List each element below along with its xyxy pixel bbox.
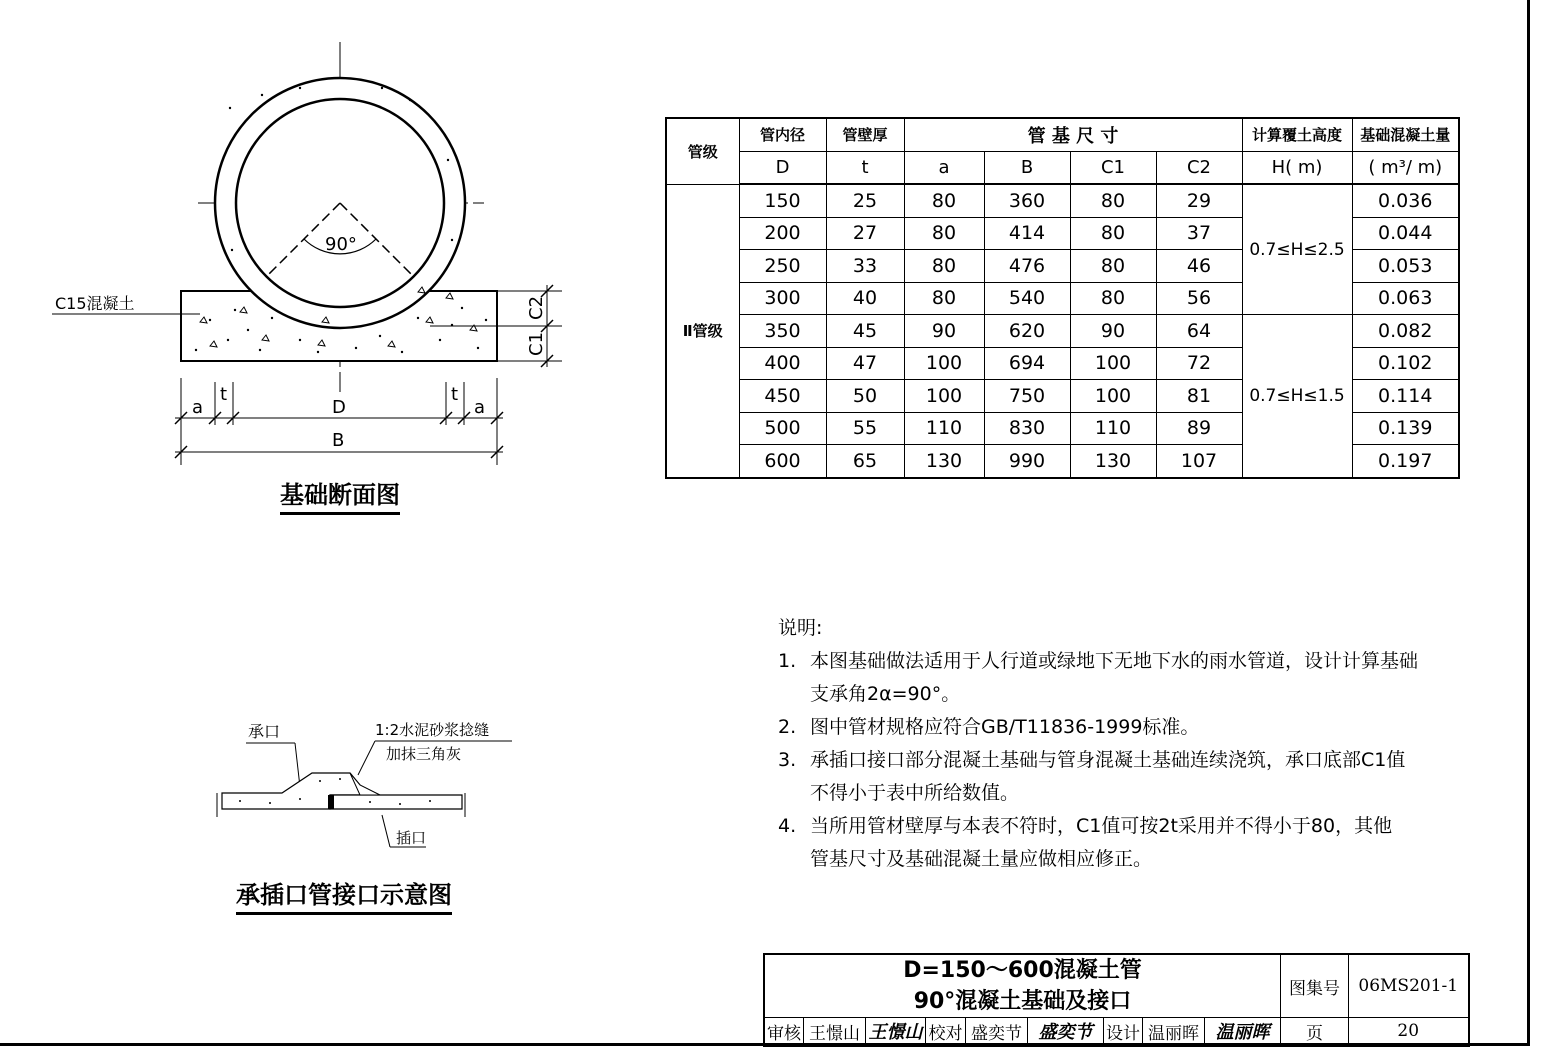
table-row xyxy=(666,315,1459,348)
cell-c1: 130 xyxy=(1070,445,1156,478)
header-cover: 计算覆土高度 xyxy=(1242,118,1352,151)
joint-title: 承插口管接口示意图 xyxy=(236,880,452,915)
header-grade: 管级 xyxy=(666,118,739,184)
cell-a: 80 xyxy=(904,184,984,217)
header-a: a xyxy=(904,151,984,184)
cell-t: 55 xyxy=(826,412,904,445)
design-name: 温丽晖 xyxy=(1143,1018,1205,1046)
cell-c2: 56 xyxy=(1156,282,1242,315)
cell-a: 100 xyxy=(904,380,984,413)
note-text-cont: 支承角2α=90°。 xyxy=(810,683,961,705)
cell-c2: 72 xyxy=(1156,347,1242,380)
grade-cell: Ⅱ管级 xyxy=(666,184,739,478)
header-volume: 基础混凝土量 xyxy=(1352,118,1459,151)
dim-t-right: t xyxy=(451,384,459,405)
cell-d: 300 xyxy=(739,282,826,315)
cell-volume: 0.044 xyxy=(1352,217,1459,250)
cell-d: 150 xyxy=(739,184,826,217)
note-item xyxy=(778,711,1418,744)
header-cover-unit: H( m) xyxy=(1242,151,1352,184)
dimension-table xyxy=(665,117,1460,479)
design-label: 设计 xyxy=(1104,1018,1143,1046)
dim-d-label: D xyxy=(332,397,346,418)
cell-t: 40 xyxy=(826,282,904,315)
cell-c2: 89 xyxy=(1156,412,1242,445)
cell-c1: 80 xyxy=(1070,282,1156,315)
cell-d: 500 xyxy=(739,412,826,445)
c15-label: C15混凝土 xyxy=(55,294,135,313)
review-signature: 王憬山 xyxy=(866,1018,926,1046)
cell-d: 400 xyxy=(739,347,826,380)
cell-c2: 81 xyxy=(1156,380,1242,413)
cell-volume: 0.053 xyxy=(1352,250,1459,283)
note-item xyxy=(778,744,1418,777)
dim-b-label: B xyxy=(332,430,345,451)
cell-volume: 0.197 xyxy=(1352,445,1459,478)
cell-t: 27 xyxy=(826,217,904,250)
notes-heading: 说明: xyxy=(778,617,823,639)
notes-block xyxy=(778,612,1418,876)
h-range-1: 0.7≤H≤2.5 xyxy=(1242,184,1352,315)
foundation-section-drawing xyxy=(0,0,620,480)
cell-c2: 37 xyxy=(1156,217,1242,250)
cell-c1: 100 xyxy=(1070,380,1156,413)
cell-c1: 110 xyxy=(1070,412,1156,445)
header-wall: 管壁厚 xyxy=(826,118,904,151)
dim-c1-label: C1 xyxy=(526,331,547,356)
cell-d: 600 xyxy=(739,445,826,478)
angle-label: 90° xyxy=(325,234,357,255)
note-item xyxy=(778,810,1418,843)
cell-a: 80 xyxy=(904,250,984,283)
dim-t-left: t xyxy=(220,384,228,405)
cell-volume: 0.102 xyxy=(1352,347,1459,380)
page-number: 20 xyxy=(1349,1018,1469,1046)
triangle-label: 加抹三角灰 xyxy=(386,745,462,763)
header-b: B xyxy=(984,151,1070,184)
drawing-title-line1: D=150～600混凝土管 xyxy=(903,958,1142,983)
dim-c2-label: C2 xyxy=(526,295,547,320)
cell-b: 694 xyxy=(984,347,1070,380)
h-range-2: 0.7≤H≤1.5 xyxy=(1242,315,1352,478)
joint-drawing xyxy=(200,715,530,865)
header-inner-d-sym: D xyxy=(739,151,826,184)
review-name: 王憬山 xyxy=(804,1018,866,1046)
cell-d: 250 xyxy=(739,250,826,283)
cell-volume: 0.063 xyxy=(1352,282,1459,315)
header-base-dims: 管 基 尺 寸 xyxy=(904,118,1242,151)
check-name: 盛奕节 xyxy=(966,1018,1028,1046)
drawing-frame-right xyxy=(1527,0,1530,1044)
spigot-pipe xyxy=(330,795,462,809)
note-number: 3. xyxy=(778,749,797,771)
cell-c2: 29 xyxy=(1156,184,1242,217)
cell-a: 130 xyxy=(904,445,984,478)
cell-t: 47 xyxy=(826,347,904,380)
cell-b: 830 xyxy=(984,412,1070,445)
drawing-title xyxy=(764,954,1281,1018)
cell-d: 200 xyxy=(739,217,826,250)
cell-volume: 0.082 xyxy=(1352,315,1459,348)
cell-a: 100 xyxy=(904,347,984,380)
cell-a: 80 xyxy=(904,217,984,250)
note-number: 1. xyxy=(778,650,797,672)
check-signature: 盛奕节 xyxy=(1028,1018,1104,1046)
design-signature: 温丽晖 xyxy=(1205,1018,1281,1046)
review-label: 审核 xyxy=(764,1018,804,1046)
cell-b: 990 xyxy=(984,445,1070,478)
cell-volume: 0.114 xyxy=(1352,380,1459,413)
spigot-label: 插口 xyxy=(396,829,427,847)
cell-t: 65 xyxy=(826,445,904,478)
cell-d: 350 xyxy=(739,315,826,348)
cell-c2: 107 xyxy=(1156,445,1242,478)
atlas-label: 图集号 xyxy=(1281,954,1349,1018)
cell-t: 25 xyxy=(826,184,904,217)
header-c2: C2 xyxy=(1156,151,1242,184)
section-title: 基础断面图 xyxy=(280,480,400,515)
cell-d: 450 xyxy=(739,380,826,413)
cell-a: 80 xyxy=(904,282,984,315)
cell-a: 90 xyxy=(904,315,984,348)
note-text: 本图基础做法适用于人行道或绿地下无地下水的雨水管道，设计计算基础 xyxy=(810,650,1419,672)
cell-c1: 80 xyxy=(1070,250,1156,283)
dim-a-left: a xyxy=(192,397,204,418)
cell-c1: 80 xyxy=(1070,217,1156,250)
cell-t: 50 xyxy=(826,380,904,413)
cell-volume: 0.139 xyxy=(1352,412,1459,445)
note-number: 4. xyxy=(778,815,797,837)
cell-c1: 80 xyxy=(1070,184,1156,217)
page-label: 页 xyxy=(1281,1018,1349,1046)
cell-c1: 90 xyxy=(1070,315,1156,348)
dim-a-right: a xyxy=(474,397,486,418)
note-text: 承插口接口部分混凝土基础与管身混凝土基础连续浇筑，承口底部C1值 xyxy=(810,749,1406,771)
note-text-cont: 不得小于表中所给数值。 xyxy=(810,782,1020,804)
cell-volume: 0.036 xyxy=(1352,184,1459,217)
cell-t: 33 xyxy=(826,250,904,283)
note-number: 2. xyxy=(778,716,797,738)
cell-b: 540 xyxy=(984,282,1070,315)
cell-b: 360 xyxy=(984,184,1070,217)
atlas-number: 06MS201-1 xyxy=(1349,954,1469,1018)
cell-c2: 64 xyxy=(1156,315,1242,348)
cell-b: 414 xyxy=(984,217,1070,250)
header-volume-unit: ( m³/ m) xyxy=(1352,151,1459,184)
note-text: 图中管材规格应符合GB/T11836-1999标准。 xyxy=(810,716,1200,738)
header-wall-sym: t xyxy=(826,151,904,184)
cell-b: 476 xyxy=(984,250,1070,283)
cell-a: 110 xyxy=(904,412,984,445)
check-label: 校对 xyxy=(926,1018,966,1046)
cell-b: 620 xyxy=(984,315,1070,348)
note-text-cont: 管基尺寸及基础混凝土量应做相应修正。 xyxy=(810,848,1153,870)
cell-c2: 46 xyxy=(1156,250,1242,283)
drawing-title-line2: 90°混凝土基础及接口 xyxy=(913,989,1132,1014)
bell-label: 承口 xyxy=(248,722,281,741)
title-block xyxy=(763,953,1470,1047)
joint-gap xyxy=(328,795,334,809)
header-inner-d: 管内径 xyxy=(739,118,826,151)
mortar-label: 1:2水泥砂浆捻缝 xyxy=(375,721,490,739)
note-text: 当所用管材壁厚与本表不符时，C1值可按2t采用并不得小于80，其他 xyxy=(810,815,1393,837)
header-c1: C1 xyxy=(1070,151,1156,184)
cell-c1: 100 xyxy=(1070,347,1156,380)
cell-b: 750 xyxy=(984,380,1070,413)
cell-t: 45 xyxy=(826,315,904,348)
table-row xyxy=(666,184,1459,217)
note-item xyxy=(778,645,1418,678)
